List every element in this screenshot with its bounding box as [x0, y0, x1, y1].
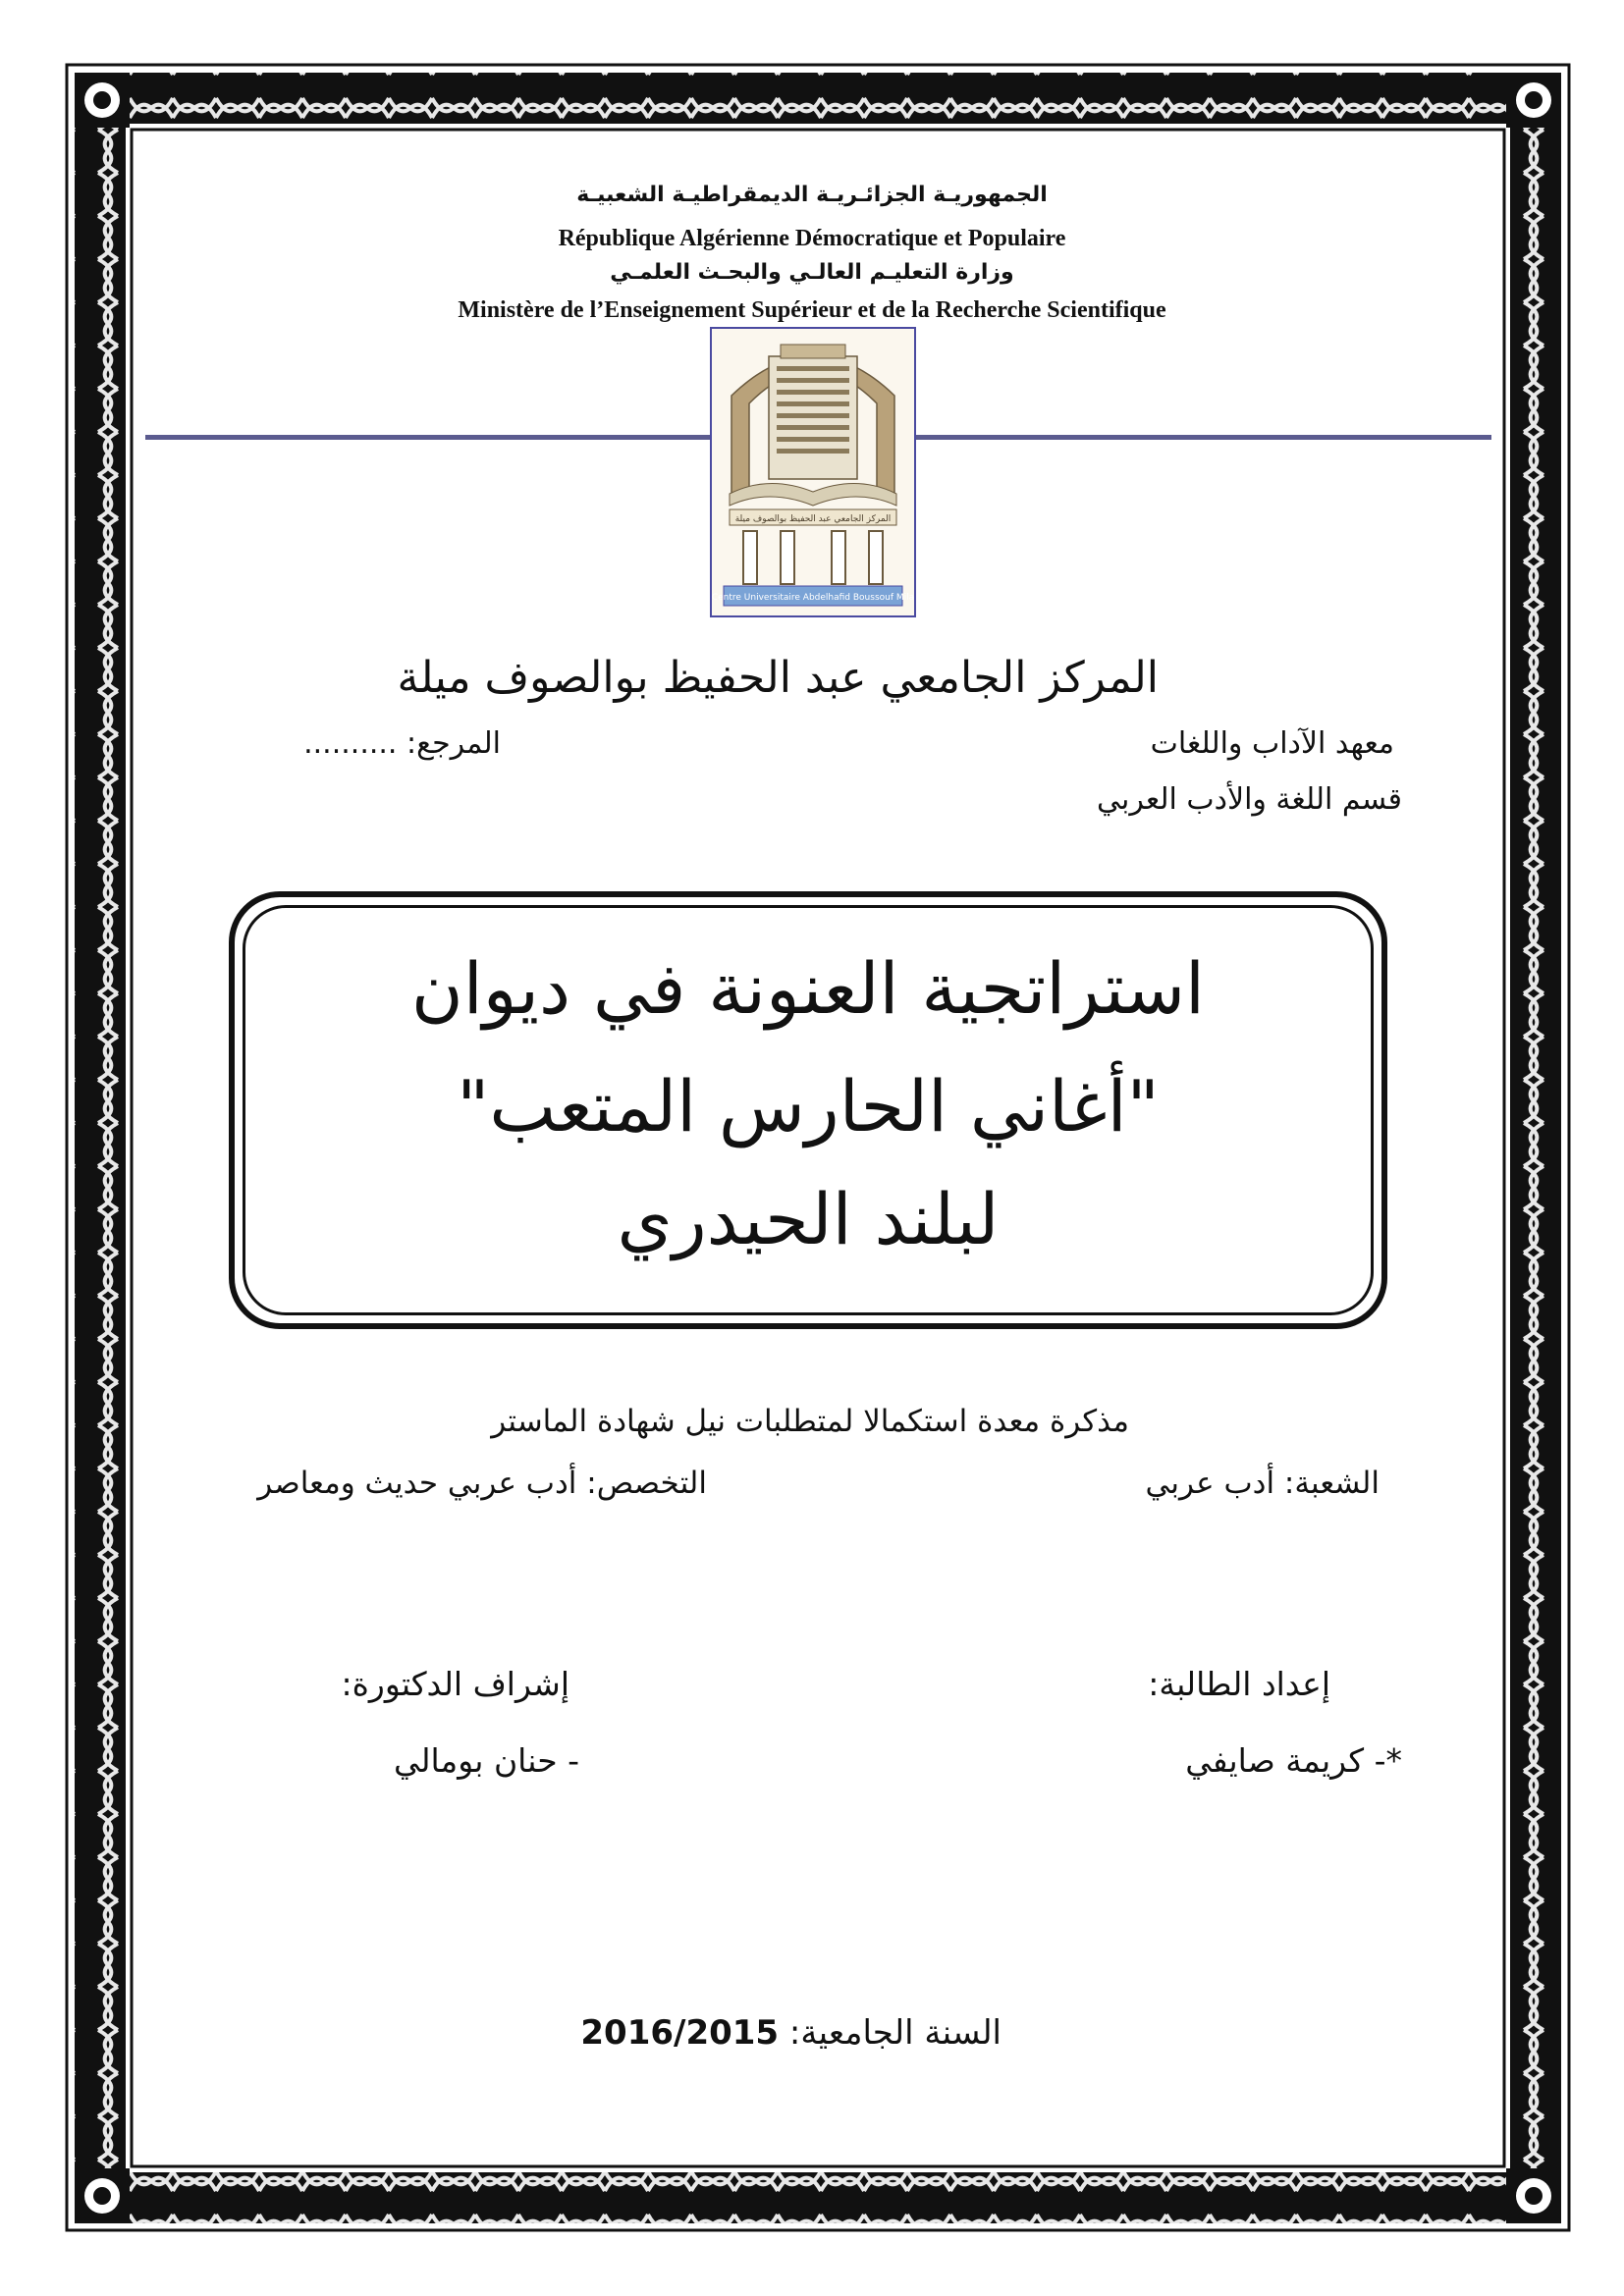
thesis-title-line-2: "أغاني الحارس المتعب"	[457, 1065, 1160, 1148]
header-country-french: République Algérienne Démocratique et Populaire	[558, 226, 1066, 251]
header-rule-left	[145, 435, 710, 440]
branch-field: الشعبة: أدب عربي	[1145, 1466, 1380, 1501]
header-ministry-french: Ministère de l’Enseignement Supérieur et de la Recherche Scientifique	[458, 297, 1166, 323]
supervised-by-label: إشراف الدكتورة:	[341, 1665, 569, 1703]
reference-field: المرجع: ..........	[303, 726, 501, 761]
academic-year	[491, 2013, 1001, 2053]
department-name: قسم اللغة والأدب العربي	[1096, 782, 1402, 817]
memo-description: مذكرة معدة استكمالا لمتطلبات نيل شهادة الماستر	[491, 1404, 1129, 1439]
header-country-arabic: الجمهوريـة الجزائـريـة الديمقراطيـة الشعبيـة	[576, 183, 1048, 207]
header-ministry-arabic: وزارة التعليـم العالـي والبحـث العلمـي	[610, 260, 1014, 285]
supervisor-name: - حنان بومالي	[393, 1741, 579, 1780]
academic-year-value: 2016/2015	[580, 2013, 780, 2053]
specialty-field: التخصص: أدب عربي حديث ومعاصر	[257, 1466, 707, 1501]
thesis-title-line-1: استراتجية العنونة في ديوان	[410, 947, 1206, 1030]
thesis-title-line-3: لبلند الحيدري	[617, 1178, 1000, 1260]
logo-caption-arabic: المركز الجامعي عبد الحفيظ بوالصوف ميلة	[734, 514, 892, 524]
prepared-by-label: إعداد الطالبة:	[1148, 1665, 1330, 1703]
student-name: *- كريمة صايفي	[1185, 1741, 1402, 1780]
university-building-logo	[710, 327, 916, 617]
academic-year-label: السنة الجامعية:	[788, 2013, 1001, 2053]
center-name: المركز الجامعي عبد الحفيظ بوالصوف ميلة	[397, 653, 1159, 703]
header-rule-right	[916, 435, 1491, 440]
logo-caption-french: Centre Universitaire Abdelhafid Boussouf Mila	[711, 593, 915, 603]
institute-name: معهد الآداب واللغات	[1150, 726, 1394, 761]
